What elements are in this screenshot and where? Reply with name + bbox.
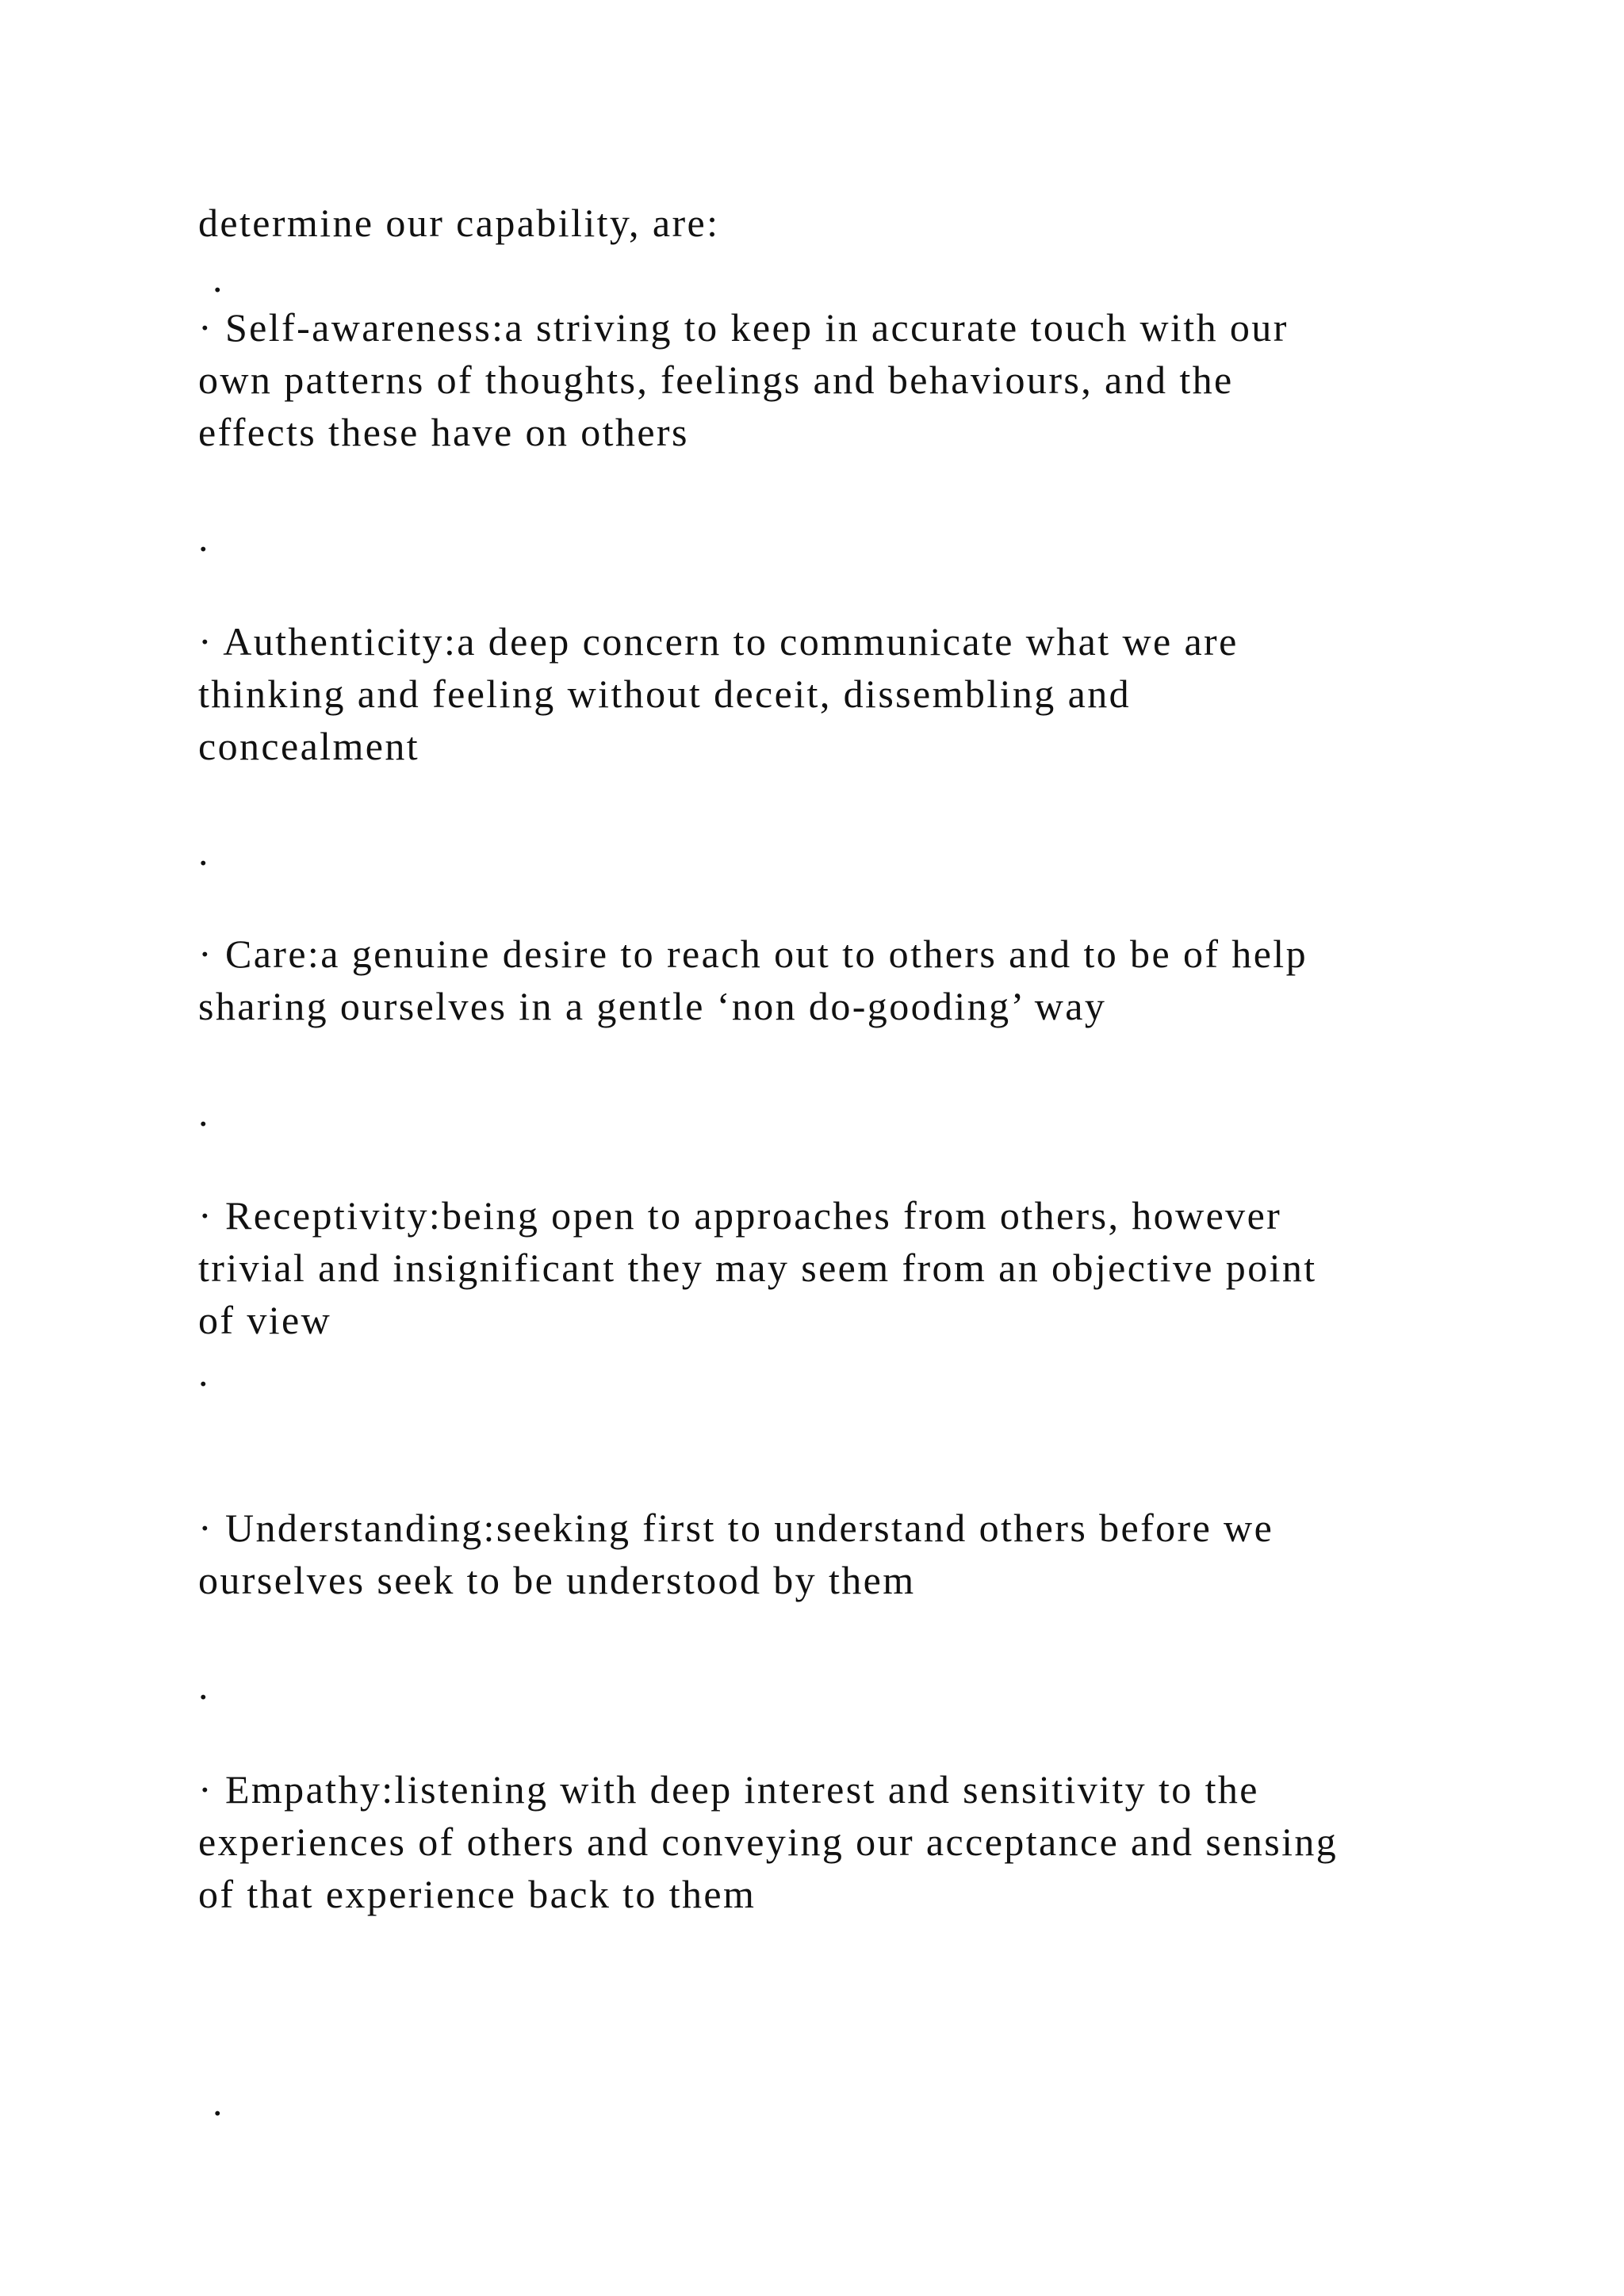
item-authenticity-line-2: thinking and feeling without deceit, dissembling and [198, 672, 1131, 716]
separator-dot: . [198, 829, 210, 874]
item-self-awareness-line-3: effects these have on others [198, 410, 689, 454]
separator-dot: . [198, 1090, 210, 1135]
separator-dot: . [198, 1350, 210, 1395]
separator-dot: . [198, 1663, 210, 1708]
item-empathy-line-2: experiences of others and conveying our acceptance and sensing [198, 1820, 1339, 1864]
item-care-line-2: sharing ourselves in a gentle ‘non do-gooding’ way [198, 984, 1107, 1028]
intro-text: determine our capability, are: [198, 201, 720, 245]
item-empathy-line-3: of that experience back to them [198, 1872, 756, 1916]
item-receptivity-line-1: · Receptivity:being open to approaches from others, however [198, 1193, 1282, 1238]
item-self-awareness-line-1: · Self-awareness:a striving to keep in accurate touch with our [198, 305, 1289, 350]
item-authenticity-line-1: · Authenticity:a deep concern to communicate what we are [198, 619, 1239, 664]
separator-dot: . [198, 515, 210, 560]
item-authenticity-line-3: concealment [198, 724, 420, 768]
item-self-awareness-line-2: own patterns of thoughts, feelings and behaviours, and the [198, 358, 1234, 402]
item-care-line-1: · Care:a genuine desire to reach out to others and to be of help [198, 932, 1308, 976]
item-receptivity-line-3: of view [198, 1298, 332, 1342]
item-empathy-line-1: · Empathy:listening with deep interest and sensitivity to the [198, 1767, 1259, 1812]
item-understanding-line-1: · Understanding:seeking first to understand others before we [198, 1506, 1274, 1550]
item-receptivity-line-2: trivial and insignificant they may seem from an objective point [198, 1246, 1317, 1290]
separator-dot: . [213, 256, 224, 300]
separator-dot: . [213, 2080, 224, 2124]
item-understanding-line-2: ourselves seek to be understood by them [198, 1558, 916, 1602]
